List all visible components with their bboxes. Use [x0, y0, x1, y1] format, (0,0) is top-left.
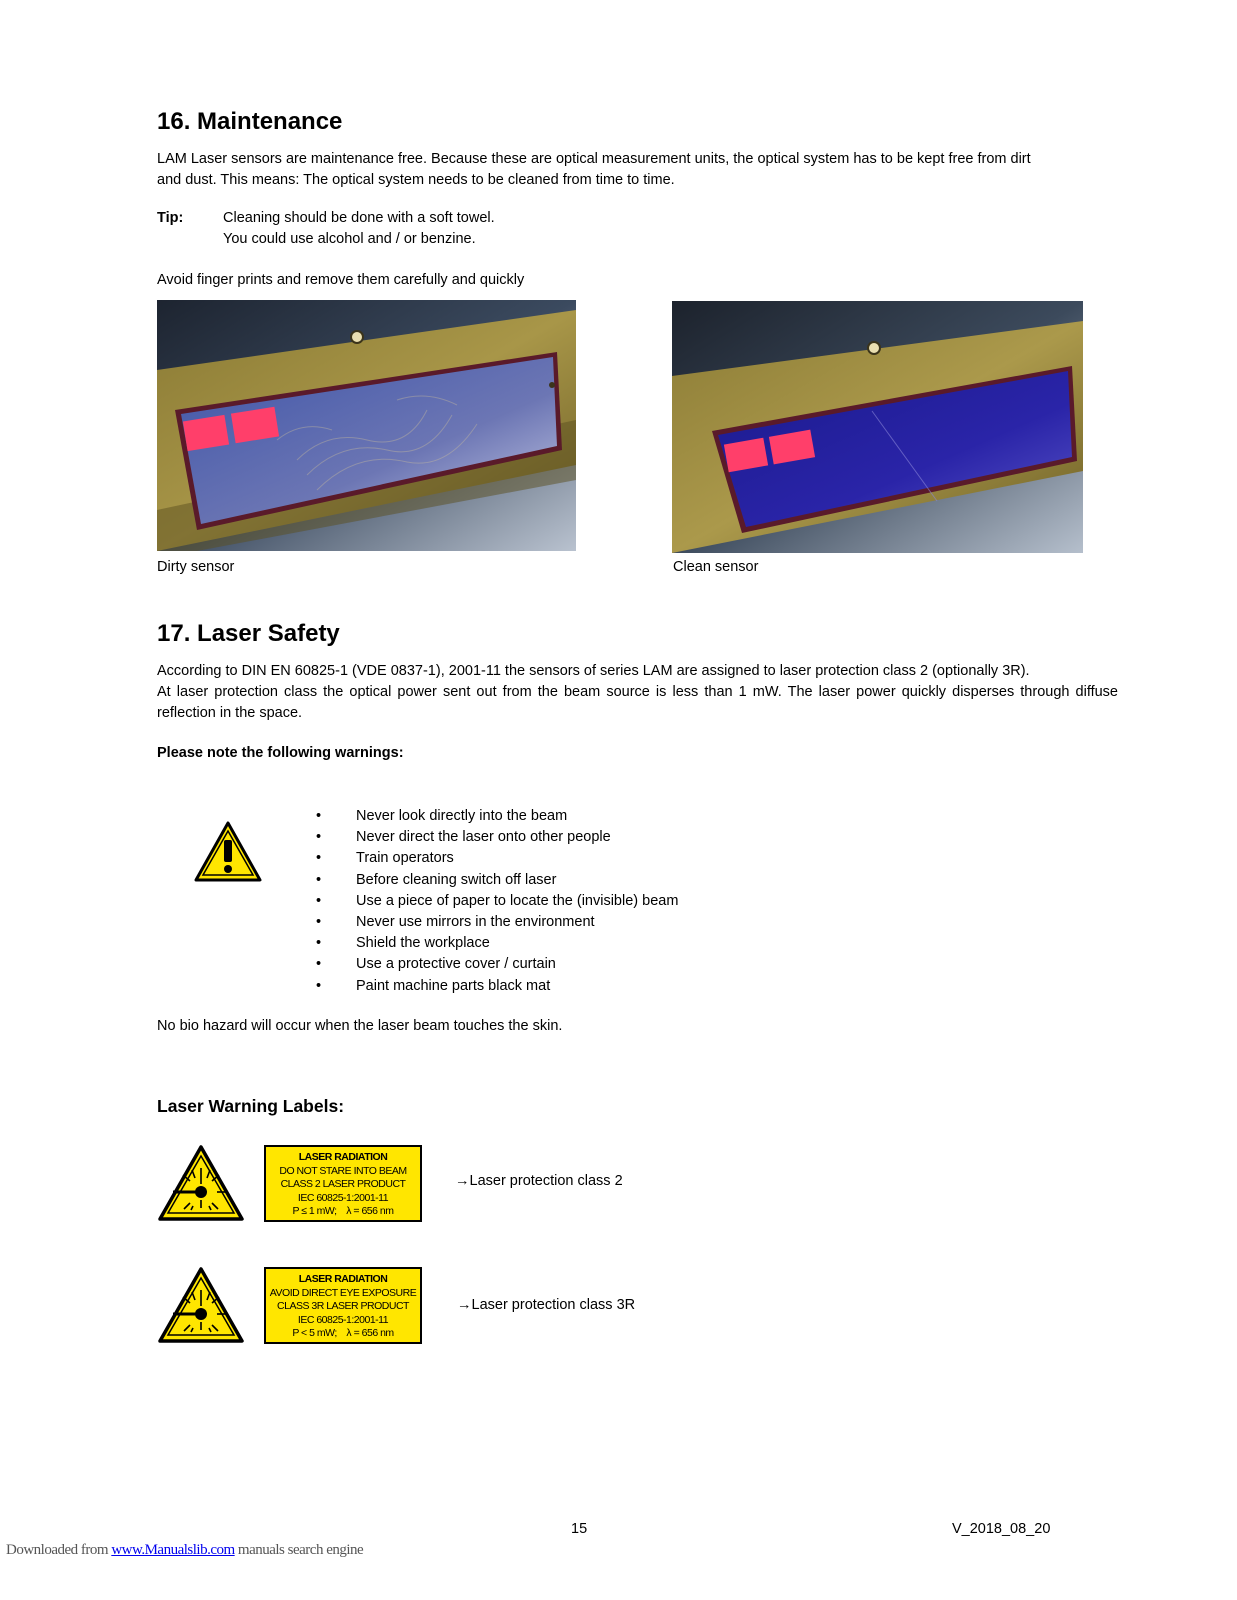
label-title: LASER RADIATION: [298, 1273, 388, 1285]
warning-text: Never direct the laser onto other people: [356, 829, 611, 846]
warnings-heading: Please note the following warnings:: [157, 745, 404, 761]
list-item: • Before cleaning switch off laser: [316, 871, 557, 888]
list-item: • Paint machine parts black mat: [316, 977, 551, 994]
label-line: P ≤ 1 mW; λ = 656 nm: [292, 1205, 394, 1218]
laser-label-class2: [264, 1145, 422, 1222]
label-line: CLASS 3R LASER PRODUCT: [277, 1300, 409, 1313]
clean-sensor-caption: Clean sensor: [673, 559, 759, 575]
warning-text: Paint machine parts black mat: [356, 977, 551, 994]
list-item: • Never direct the laser onto other people: [316, 829, 611, 846]
download-suffix: manuals search engine: [234, 1542, 364, 1558]
label-title: LASER RADIATION: [298, 1151, 388, 1163]
tip-line1: Cleaning should be done with a soft towel.: [223, 210, 495, 226]
warning-text: Before cleaning switch off laser: [356, 871, 557, 888]
bio-hazard-note: No bio hazard will occur when the laser beam touches the skin.: [157, 1018, 563, 1034]
dirty-sensor-photo: [157, 300, 576, 551]
tip-label: Tip:: [157, 210, 184, 226]
page-number: 15: [571, 1521, 588, 1537]
list-item: • Never use mirrors in the environment: [316, 913, 595, 930]
download-footer: [6, 1542, 363, 1559]
laser-safety-heading: 17. Laser Safety: [157, 620, 340, 647]
tip-text: [223, 208, 495, 250]
laser-safety-paragraph: [157, 661, 1118, 724]
version-label: V_2018_08_20: [952, 1521, 1051, 1537]
maintenance-intro-line1: LAM Laser sensors are maintenance free. Because these are optical measurement units, the optical system has to be kept free from dirt: [157, 151, 1031, 167]
list-item: • Never look directly into the beam: [316, 808, 568, 824]
list-item: • Shield the workplace: [316, 935, 490, 952]
maintenance-intro: [157, 149, 1117, 191]
laser-hazard-icon: [157, 1266, 245, 1344]
laser-safety-line1: According to DIN EN 60825-1 (VDE 0837-1), 2001-11 the sensors of series LAM are assigned to laser protection class 2 (optionally 3R).: [157, 663, 1030, 679]
label-line: CLASS 2 LASER PRODUCT: [280, 1178, 406, 1191]
laser-safety-line2: At laser protection class the optical power sent out from the beam source is less than 1 mW. The laser power quickly disperses through diffuse reflection in the space.: [157, 684, 1118, 721]
manualslib-link[interactable]: www.Manualslib.com: [111, 1542, 235, 1558]
label-line: DO NOT STARE INTO BEAM: [279, 1164, 407, 1177]
maintenance-intro-line2: and dust. This means: The optical system needs to be cleaned from time to time.: [157, 172, 675, 188]
label-line: IEC 60825-1:2001-11: [297, 1313, 389, 1326]
label-line: IEC 60825-1:2001-11: [297, 1191, 389, 1204]
warning-text: Shield the workplace: [356, 935, 490, 952]
laser-class3r-caption: →Laser protection class 3R: [457, 1297, 636, 1313]
laser-class2-caption: →Laser protection class 2: [455, 1173, 623, 1189]
warnings-list: [316, 806, 678, 997]
warning-triangle-icon: [193, 820, 263, 883]
laser-hazard-icon: [157, 1144, 245, 1222]
clean-sensor-photo: [672, 301, 1083, 553]
laser-label-class3r: [264, 1267, 422, 1344]
list-item: • Use a piece of paper to locate the (invisible) beam: [316, 892, 679, 909]
labels-heading: Laser Warning Labels:: [157, 1096, 345, 1116]
warning-text: Train operators: [356, 850, 454, 867]
label-line: P < 5 mW; λ = 656 nm: [292, 1327, 394, 1340]
download-prefix: Downloaded from: [6, 1542, 112, 1558]
label-line: AVOID DIRECT EYE EXPOSURE: [269, 1286, 417, 1299]
tip-line2: You could use alcohol and / or benzine.: [223, 231, 476, 247]
warning-text: Never look directly into the beam: [356, 808, 568, 824]
warning-text: Use a piece of paper to locate the (invisible) beam: [356, 892, 679, 909]
dirty-sensor-caption: Dirty sensor: [157, 559, 235, 575]
maintenance-heading: 16. Maintenance: [157, 108, 343, 135]
warning-text: Never use mirrors in the environment: [356, 913, 595, 930]
fingerprint-note: Avoid finger prints and remove them carefully and quickly: [157, 272, 525, 288]
list-item: • Use a protective cover / curtain: [316, 956, 556, 973]
warning-text: Use a protective cover / curtain: [356, 956, 556, 973]
list-item: • Train operators: [316, 850, 454, 867]
